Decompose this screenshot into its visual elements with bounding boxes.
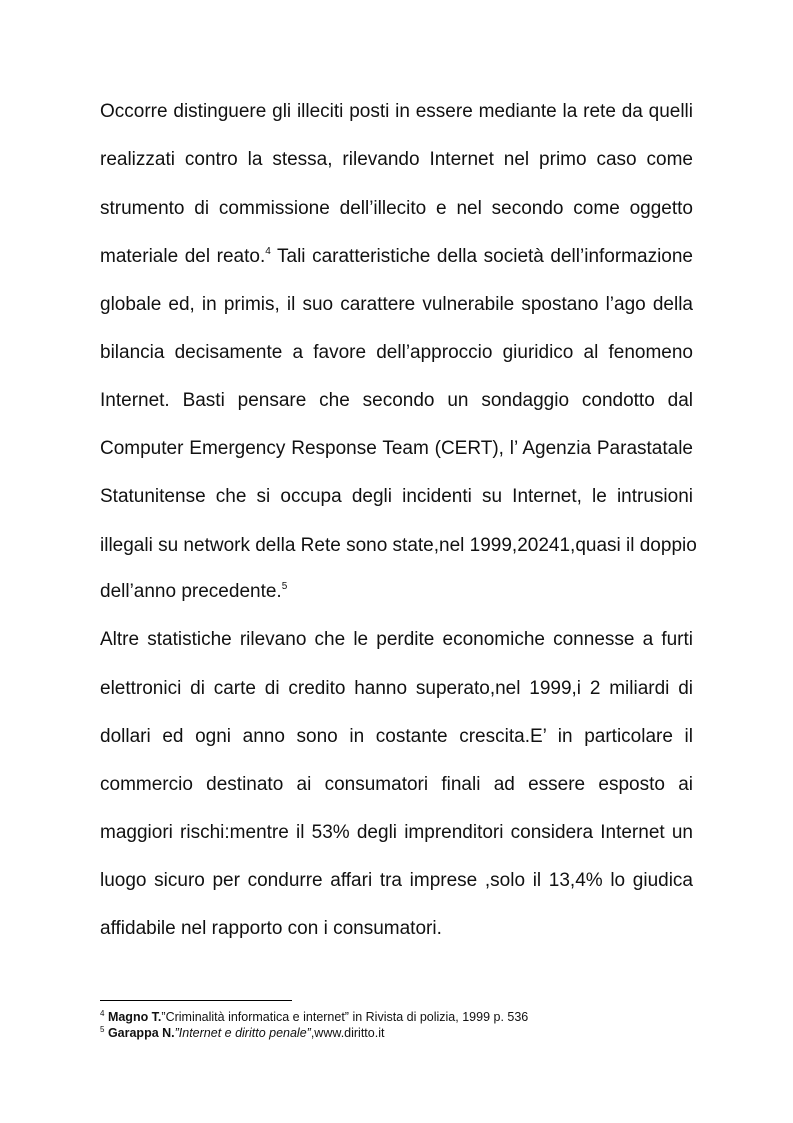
body-line: illegali su network della Rete sono state,nel 1999,20241,quasi il doppio [100,535,697,556]
body-line: strumento di commissione dell’illecito e nel secondo come oggetto [100,198,693,219]
text-run: Tali caratteristiche della società dell’informazione [270,246,693,267]
footnote-author: Magno T. [107,1010,162,1024]
footnote-ref: 5 [281,580,288,592]
body-line: commercio destinato ai consumatori finali ad essere esposto ai [100,774,693,795]
body-line: bilancia decisamente a favore dell’approccio giuridico al fenomeno [100,342,693,363]
body-line: realizzati contro la stessa, rilevando Internet nel primo caso come [100,149,693,170]
footnote-title: ”Criminalità informatica e internet” [161,1010,349,1024]
body-line: elettronici di carte di credito hanno superato,nel 1999,i 2 miliardi di [100,678,693,699]
footnote-title: ”Internet e diritto penale” [174,1026,311,1040]
body-line: affidabile nel rapporto con i consumatori. [100,918,442,939]
body-line: globale ed, in primis, il suo carattere vulnerabile spostano l’ago della [100,294,693,315]
footnote-source: ,www.diritto.it [310,1026,385,1040]
body-line-with-footnote [100,581,693,603]
footnote-source: in Rivista di polizia, 1999 p. 536 [348,1010,529,1024]
body-line: Statunitense che si occupa degli incidenti su Internet, le intrusioni [100,486,693,507]
footnote-number: 5 [100,1024,105,1034]
body-line: Internet. Basti pensare che secondo un sondaggio condotto dal [100,390,693,411]
body-line: Computer Emergency Response Team (CERT), l’ Agenzia Parastatale [100,438,693,459]
body-line: luogo sicuro per condurre affari tra imprese ,solo il 13,4% lo giudica [100,870,693,891]
footnote [100,1026,384,1040]
footnote-number: 4 [100,1008,105,1018]
footnote-ref: 4 [265,245,271,257]
body-line: maggiori rischi:mentre il 53% degli imprenditori considera Internet un [100,822,693,843]
text-run: dell’anno precedente. [100,581,282,602]
footnote-author: Garappa N. [107,1026,175,1040]
body-line: Altre statistiche rilevano che le perdite economiche connesse a furti [100,629,693,650]
text-run: materiale del reato. [100,246,266,267]
body-line: Occorre distinguere gli illeciti posti in essere mediante la rete da quelli [100,101,693,122]
body-line-with-footnote [100,246,693,268]
body-line: dollari ed ogni anno sono in costante crescita.E’ in particolare il [100,726,693,747]
footnote-separator [100,1000,292,1001]
footnote [100,1010,528,1024]
